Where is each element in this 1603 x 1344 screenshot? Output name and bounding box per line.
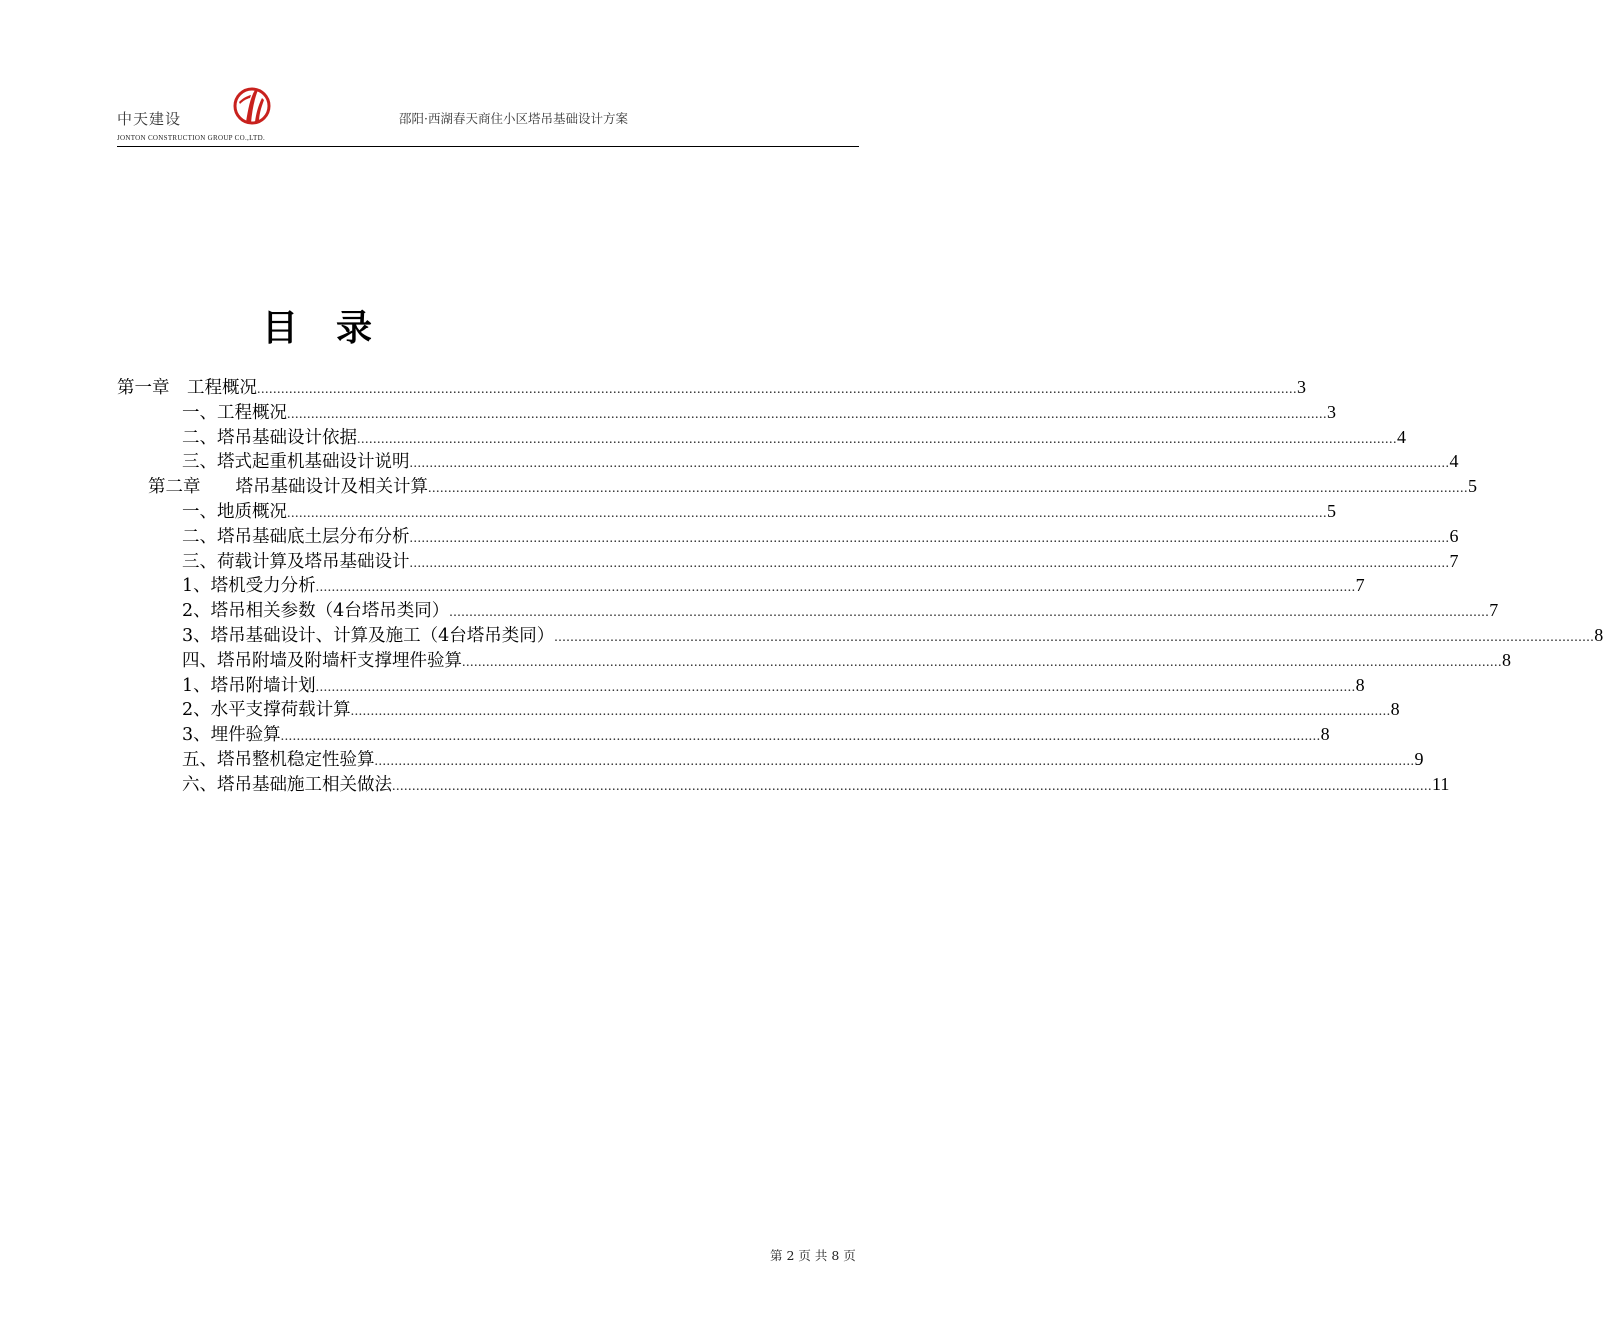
company-logo-icon [233, 86, 271, 126]
toc-leader-dots: .................................................................................................................................................................................................................................................................... [409, 555, 1450, 571]
toc-entry-label: 2、塔吊相关参数（4台塔吊类同） [182, 601, 450, 622]
toc-entry[interactable] [182, 746, 1424, 771]
toc-entry-page: 4 [1449, 451, 1459, 472]
toc-leader-dots: .................................................................................................................................................................................................................................................................... [315, 679, 1356, 695]
toc-entry-page: 5 [1468, 476, 1477, 497]
toc-leader-dots: .................................................................................................................................................................................................................................................................... [409, 456, 1450, 472]
toc-entry-page: 4 [1397, 426, 1406, 447]
company-name-english: JONTON CONSTRUCTION GROUP CO.,LTD. [117, 134, 266, 142]
toc-entry[interactable] [182, 672, 1365, 697]
toc-entry-label: 四、塔吊附墙及附墙杆支撑埋件验算 [182, 650, 462, 671]
toc-leader-dots: .................................................................................................................................................................................................................................................................... [462, 654, 1502, 670]
toc-entry[interactable] [182, 448, 1459, 473]
toc-entry-page: 8 [1502, 649, 1511, 670]
toc-entry[interactable] [148, 473, 1477, 498]
toc-leader-dots: .................................................................................................................................................................................................................................................................... [287, 506, 1327, 521]
toc-entry-label: 六、塔吊基础施工相关做法 [182, 774, 392, 795]
toc-entry[interactable] [182, 498, 1336, 523]
toc-leader-dots: .................................................................................................................................................................................................................................................................... [315, 580, 1356, 596]
toc-entry-page: 7 [1355, 575, 1365, 596]
toc-entry-page: 3 [1297, 377, 1306, 397]
toc-leader-dots: .................................................................................................................................................................................................................................................................... [554, 630, 1595, 645]
toc-entry[interactable] [182, 597, 1499, 622]
toc-entry-label: 三、塔式起重机基础设计说明 [182, 452, 410, 473]
toc-entry-page: 8 [1355, 674, 1365, 695]
toc-entry[interactable] [182, 696, 1400, 721]
toc-entry[interactable] [182, 771, 1450, 796]
toc-entry[interactable] [182, 523, 1459, 548]
toc-entry-label: 二、塔吊基础设计依据 [182, 427, 357, 448]
toc-entry-page: 6 [1449, 525, 1459, 546]
toc-entry-page: 8 [1594, 625, 1603, 645]
toc-entry-label: 第二章 塔吊基础设计及相关计算 [148, 477, 428, 498]
toc-leader-dots: .................................................................................................................................................................................................................................................................... [357, 431, 1397, 447]
toc-entry-page: 9 [1414, 749, 1424, 769]
toc-entry-label: 五、塔吊整机稳定性验算 [182, 750, 375, 770]
toc-entry[interactable] [182, 647, 1511, 672]
toc-leader-dots: .................................................................................................................................................................................................................................................................... [280, 729, 1321, 745]
toc-entry-label: 一、工程概况 [182, 402, 287, 423]
toc-entry[interactable] [182, 399, 1336, 424]
page-header [117, 86, 859, 148]
toc-entry-page: 8 [1320, 724, 1330, 745]
toc-entry[interactable] [182, 548, 1459, 573]
toc-entry-label: 3、塔吊基础设计、计算及施工（4台塔吊类同） [182, 626, 555, 646]
toc-leader-dots: .................................................................................................................................................................................................................................................................... [350, 704, 1391, 720]
toc-leader-dots: .................................................................................................................................................................................................................................................................... [287, 406, 1327, 422]
toc-entry-page: 7 [1489, 600, 1499, 621]
toc-entry[interactable] [117, 374, 1306, 399]
toc-entry-label: 1、塔吊附墙计划 [182, 675, 316, 696]
toc-entry[interactable] [182, 721, 1330, 746]
toc-entry-page: 8 [1390, 699, 1400, 720]
toc-leader-dots: .................................................................................................................................................................................................................................................................... [409, 530, 1450, 546]
page-indicator: 第 2 页 共 8 页 [770, 1248, 856, 1263]
toc-leader-dots: .................................................................................................................................................................................................................................................................... [428, 481, 1468, 497]
toc-entry-label: 2、水平支撑荷载计算 [182, 700, 351, 721]
toc-title: 目录 [262, 308, 411, 349]
toc-leader-dots: .................................................................................................................................................................................................................................................................... [392, 778, 1432, 794]
toc-entry-label: 1、塔机受力分析 [182, 576, 316, 597]
toc-entry-page: 7 [1449, 550, 1459, 571]
toc-leader-dots: .................................................................................................................................................................................................................................................................... [449, 605, 1490, 621]
toc-entry-label: 二、塔吊基础底土层分布分析 [182, 526, 410, 547]
toc-entry-page: 5 [1327, 501, 1336, 521]
project-title: 邵阳·西湖春天商住小区塔吊基础设计方案 [399, 111, 628, 126]
toc-entry[interactable] [182, 622, 1603, 647]
toc-entry-label: 三、荷载计算及塔吊基础设计 [182, 551, 410, 572]
toc-entry[interactable] [182, 572, 1365, 597]
toc-entry-label: 3、埋件验算 [182, 725, 281, 746]
toc-entry-page: 3 [1327, 401, 1336, 422]
header-divider [117, 146, 859, 147]
toc-leader-dots: .................................................................................................................................................................................................................................................................... [257, 382, 1297, 397]
toc-entry-label: 一、地质概况 [182, 502, 287, 522]
toc-entry-label: 第一章 工程概况 [117, 378, 257, 398]
toc-entry-page: 11 [1432, 773, 1450, 794]
toc-leader-dots: .................................................................................................................................................................................................................................................................... [374, 754, 1415, 769]
toc-entry[interactable] [182, 424, 1406, 449]
company-name: 中天建设 [117, 110, 182, 128]
